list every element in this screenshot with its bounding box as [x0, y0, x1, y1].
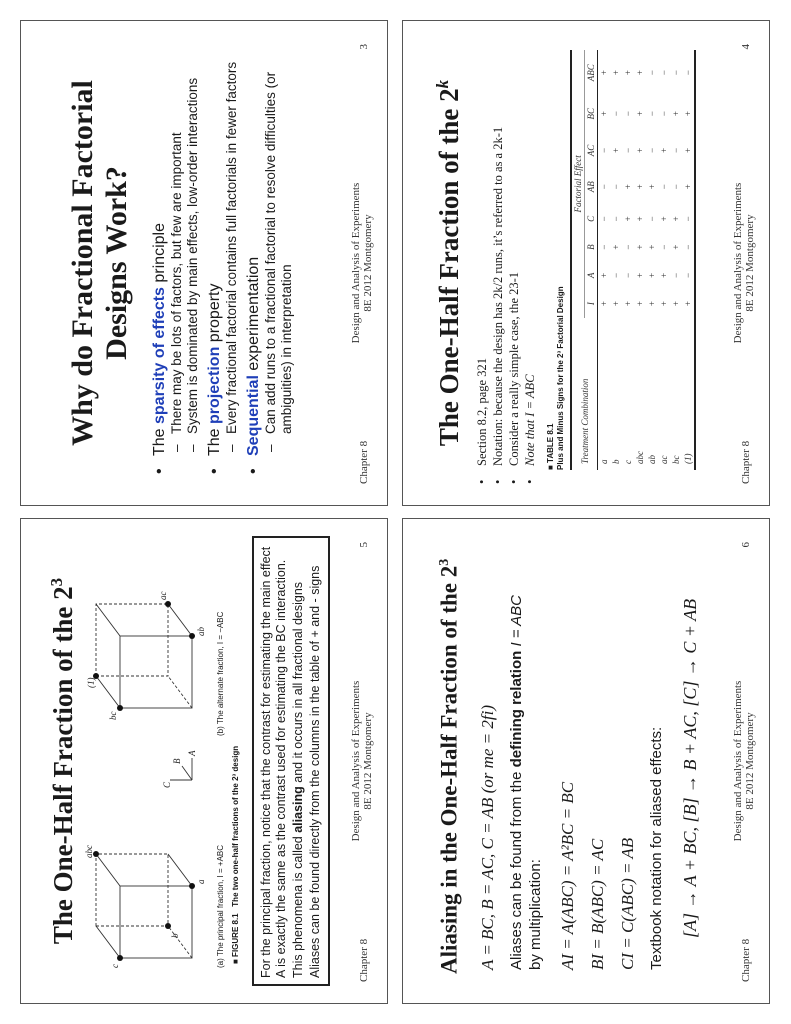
- slide-3: [20, 20, 388, 506]
- alias-line-3: by multiplication:: [527, 859, 544, 970]
- figure-8-1: [82, 524, 252, 998]
- treatment-combination: (1): [682, 318, 695, 470]
- sign-cell: −: [611, 110, 621, 117]
- sign-cell: −: [682, 233, 695, 261]
- sign-cell: −: [671, 147, 681, 154]
- sign-cell: +: [635, 110, 645, 117]
- sign-cell: +: [671, 215, 681, 222]
- slide-3-title: Why do Fractional Factorial Designs Work?: [66, 80, 133, 446]
- sign-cell: +: [659, 215, 669, 222]
- aliasing-note-box: [252, 536, 330, 986]
- table-col-header: A: [586, 272, 596, 279]
- sign-cell: +: [623, 183, 633, 190]
- table-row: [610, 50, 622, 470]
- slide-5-content: [26, 524, 382, 998]
- bullet-projection: • The projection property – Every fractional factorial contains full factorials in fewer factors: [205, 46, 240, 476]
- sign-cell: +: [623, 69, 633, 76]
- table-row: [658, 50, 670, 470]
- sub-bullet: – Every fractional factorial contains full factorials in fewer factors: [224, 46, 240, 456]
- table-col-header: ABC: [586, 64, 596, 82]
- sign-cell: −: [611, 272, 621, 279]
- footer-chapter: Chapter 8: [740, 938, 752, 982]
- sign-cell: +: [671, 244, 681, 251]
- vertex-label-ac: ac: [158, 591, 168, 600]
- sign-cell: +: [599, 110, 609, 117]
- table-col-header: AB: [586, 181, 596, 193]
- sign-cell: +: [599, 272, 609, 279]
- sign-cell: +: [671, 110, 681, 117]
- bullet-identity: • Note that I = ABC: [522, 31, 538, 486]
- slide-4: [402, 20, 770, 506]
- footer-book: Design and Analysis of Experiments 8E 2012 Montgomery: [732, 182, 756, 344]
- slide-4-content: [408, 26, 764, 500]
- sign-cell: −: [682, 261, 695, 289]
- slide-6-content: [408, 524, 764, 998]
- slide-4-title: The One-Half Fraction of the 2$^k$: [433, 79, 464, 447]
- table-col-header: B: [586, 244, 596, 250]
- page-number: 6: [740, 542, 752, 548]
- slide-5: [20, 518, 388, 1004]
- table-row: [622, 50, 634, 470]
- sign-cell: +: [623, 300, 633, 307]
- sign-cell: +: [611, 147, 621, 154]
- sign-cell: +: [611, 300, 621, 307]
- table-col-header: C: [586, 215, 596, 222]
- footer-book: Design and Analysis of Experiments 8E 2012 Montgomery: [350, 680, 374, 842]
- slide-3-bullets: [150, 46, 295, 476]
- table-row: [634, 50, 646, 470]
- alias-line-2: Aliases can be found from the defining relation I = ABC: [508, 594, 525, 970]
- sign-cell: −: [599, 147, 609, 154]
- vertex-label-c: c: [110, 964, 120, 968]
- sign-cell: +: [647, 272, 657, 279]
- slide-6-title: Aliasing in the One-Half Fraction of the $2^3$: [436, 558, 462, 974]
- sign-cell: +: [635, 215, 645, 222]
- table-row: [670, 50, 682, 470]
- treatment-combination: ac: [659, 455, 669, 464]
- axis-label-b: B: [172, 758, 182, 764]
- sign-cell: −: [647, 215, 657, 222]
- footer-book: Design and Analysis of Experiments 8E 2012 Montgomery: [732, 680, 756, 842]
- vertex-label-b: b: [170, 933, 180, 938]
- sign-cell: +: [659, 147, 669, 154]
- slide-3-content: [26, 26, 382, 500]
- sign-cell: −: [599, 183, 609, 190]
- sign-cell: −: [659, 69, 669, 76]
- treatment-combination: bc: [671, 455, 681, 464]
- vertex-label-bc: bc: [108, 711, 118, 720]
- sign-cell: −: [659, 244, 669, 251]
- footer-chapter: Chapter 8: [358, 440, 370, 484]
- subcaption-a: (a) The principal fraction, I = +ABC: [216, 844, 225, 968]
- sign-cell: −: [671, 183, 681, 190]
- footer-chapter: Chapter 8: [358, 938, 370, 982]
- vertex-label-1: (1): [86, 677, 96, 688]
- table-row: [598, 50, 611, 470]
- note-columns: Aliases can be found directly from the columns in the table of + and - signs: [308, 565, 322, 978]
- treatment-combination: c: [623, 460, 633, 464]
- vertex-label-ab: ab: [196, 627, 206, 636]
- sign-cell: +: [659, 272, 669, 279]
- slide-4-bullets: [474, 31, 538, 486]
- slide-5-title: The One-Half Fraction of the $2^3$: [47, 577, 78, 945]
- footer-book: Design and Analysis of Experiments 8E 2012 Montgomery: [350, 182, 374, 344]
- note-aliasing: This phenomena is called aliasing and it occurs in all fractional designs: [291, 581, 305, 978]
- table-group-header: Factorial Effect: [571, 50, 585, 318]
- sign-cell: +: [671, 300, 681, 307]
- alias-line-4: AI = A(ABC) = A²BC = BC: [558, 781, 577, 970]
- axis-label-a: A: [187, 750, 197, 756]
- sign-cell: +: [659, 300, 669, 307]
- sign-cell: +: [635, 183, 645, 190]
- page-number: 5: [358, 542, 370, 548]
- sign-cell: +: [635, 147, 645, 154]
- sign-cell: −: [623, 244, 633, 251]
- table-col-treatment: Treatment Combination: [571, 318, 598, 470]
- alias-line-1: A = BC, B = AC, C = AB (or me = 2fi): [478, 705, 497, 970]
- slide-6: [402, 518, 770, 1004]
- table-8-1: [570, 50, 696, 470]
- alias-line-8: [A] → A + BC, [B] → B + AC, [C] → C + AB: [680, 598, 700, 938]
- sub-bullet: – System is dominated by main effects, low-order interactions: [185, 46, 201, 456]
- sign-cell: −: [599, 244, 609, 251]
- sign-cell: −: [611, 183, 621, 190]
- sign-cell: +: [682, 169, 695, 205]
- sign-cell: +: [647, 300, 657, 307]
- alias-line-6: CI = C(ABC) = AB: [618, 837, 637, 970]
- sign-cell: −: [647, 69, 657, 76]
- sign-cell: −: [671, 69, 681, 76]
- sign-cell: +: [623, 215, 633, 222]
- treatment-combination: abc: [635, 451, 645, 464]
- sign-cell: −: [671, 272, 681, 279]
- page-number: 3: [358, 44, 370, 50]
- figure-8-1-caption: ■ FIGURE 8.1 The two one-half fractions of the 2³ design: [231, 745, 240, 964]
- treatment-combination: a: [599, 459, 609, 464]
- sub-bullet: – There may be lots of factors, but few are important: [169, 46, 185, 456]
- page-number: 4: [740, 44, 752, 50]
- table-row: [646, 50, 658, 470]
- subcaption-b: (b) The alternate fraction, I = −ABC: [216, 611, 225, 736]
- sign-cell: −: [599, 215, 609, 222]
- alias-line-5: BI = B(ABC) = AC: [588, 838, 607, 970]
- table-col-header: I: [586, 302, 596, 306]
- bullet-sparsity: • The sparsity of effects principle – There may be lots of factors, but few are important – System is dominated by main effects, low-order interactions: [150, 46, 201, 476]
- sign-cell: +: [647, 244, 657, 251]
- sign-cell: −: [623, 110, 633, 117]
- sign-cell: +: [611, 69, 621, 76]
- sign-cell: −: [682, 50, 695, 95]
- sign-cell: +: [647, 183, 657, 190]
- table-8-1-caption: ■ TABLE 8.1 Plus and Minus Signs for the 2³ Factorial Design: [546, 286, 565, 470]
- sign-cell: +: [682, 132, 695, 169]
- sign-cell: −: [659, 183, 669, 190]
- bullet-simple-case: • Consider a really simple case, the 23-1: [506, 31, 522, 486]
- sign-cell: +: [611, 244, 621, 251]
- sign-cell: +: [635, 244, 645, 251]
- sign-cell: −: [647, 147, 657, 154]
- treatment-combination: ab: [647, 455, 657, 464]
- sign-cell: +: [635, 272, 645, 279]
- table-body: [598, 50, 696, 470]
- note-principal-fraction: For the principal fraction, notice that the contrast for estimating the main effect A is exactly the same as the contrast used for estimating the BC interaction.: [259, 546, 288, 978]
- table-row: [682, 50, 695, 470]
- bullet-sequential: • Sequential experimentation – Can add runs to a fractional factorial to resolve difficulties (or ambiguities) in interpretation: [244, 46, 295, 476]
- sign-cell: −: [611, 215, 621, 222]
- sign-cell: −: [623, 147, 633, 154]
- bullet-section: • Section 8.2, page 321: [474, 31, 490, 486]
- treatment-combination: b: [611, 459, 621, 464]
- vertex-label-a: a: [196, 879, 206, 884]
- axis-label-c: C: [162, 781, 172, 788]
- sign-cell: +: [682, 290, 695, 318]
- sign-cell: +: [635, 300, 645, 307]
- sign-cell: +: [599, 69, 609, 76]
- sign-cell: −: [647, 110, 657, 117]
- sign-cell: +: [599, 300, 609, 307]
- sign-cell: +: [635, 69, 645, 76]
- table-col-header: BC: [586, 107, 596, 120]
- sign-cell: −: [682, 205, 695, 233]
- sign-cell: +: [682, 95, 695, 132]
- bullet-notation: • Notation: because the design has 2k/2 runs, it’s referred to as a 2k-1: [490, 31, 506, 486]
- sub-bullet: – Can add runs to a fractional factorial to resolve difficulties (or ambiguities) in interpretation: [263, 46, 295, 456]
- alias-line-7: Textbook notation for aliased effects:: [648, 726, 665, 970]
- sign-cell: −: [623, 272, 633, 279]
- vertex-label-abc: abc: [84, 845, 94, 858]
- table-col-header: AC: [586, 144, 596, 157]
- footer-chapter: Chapter 8: [740, 440, 752, 484]
- sign-cell: −: [659, 110, 669, 117]
